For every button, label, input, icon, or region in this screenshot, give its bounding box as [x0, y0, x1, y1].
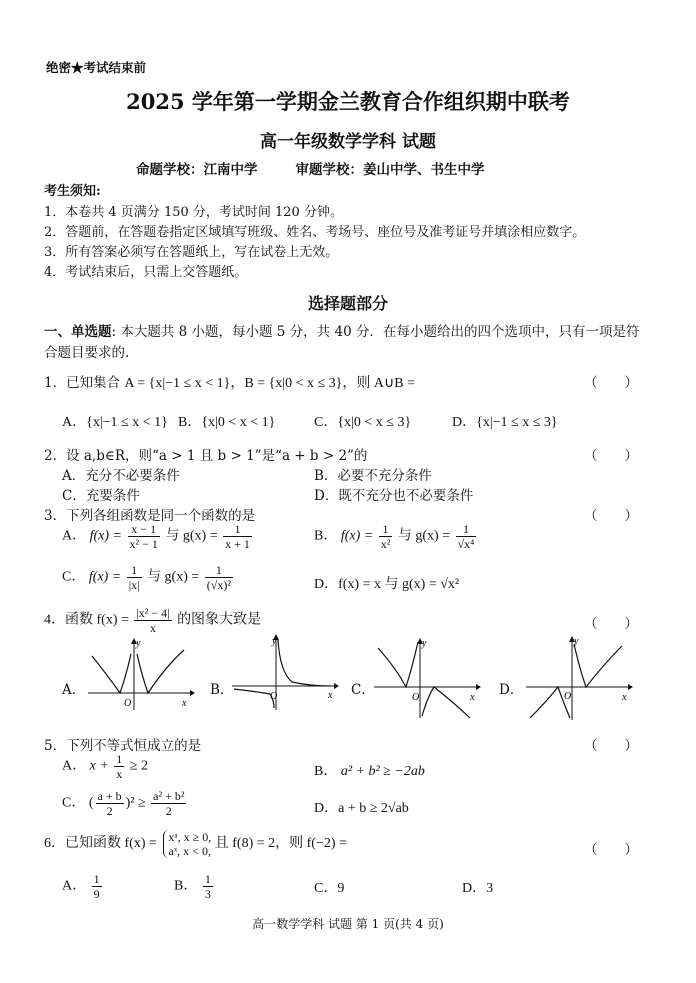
- page-footer: 高一数学学科 试题 第 1 页(共 4 页): [252, 917, 444, 931]
- expr: ≥ 2: [129, 758, 148, 774]
- numerator: 1: [93, 872, 100, 886]
- q6-stem: [44, 830, 347, 858]
- denominator: 2: [106, 804, 113, 818]
- exam-title: 2025 学年第一学期金兰教育合作组织期中联考: [126, 89, 570, 114]
- notice-heading: 考生须知:: [44, 184, 101, 199]
- q4-stem-tail: 的图象大致是: [177, 612, 262, 628]
- answer-paren: （ ）: [584, 842, 638, 858]
- numerator: 1: [456, 522, 477, 537]
- q6-option-a: [62, 872, 104, 901]
- denominator: 9: [93, 887, 100, 901]
- q1-option-a: A．{x|−1 ≤ x < 1}: [62, 415, 168, 430]
- option-label: B．: [174, 878, 198, 894]
- func-g: 与 g(x) =: [397, 528, 451, 544]
- piece-case: aˣ, x < 0,: [168, 844, 211, 858]
- q3-option-a: [62, 522, 254, 551]
- option-label: C．: [62, 569, 86, 585]
- q4-stem: [44, 606, 261, 635]
- q1-stem: [44, 371, 415, 392]
- q5-stem: 5．下列不等式恒成立的是: [44, 738, 202, 754]
- fraction: [151, 789, 186, 818]
- q6-option-c: C．9: [314, 881, 345, 896]
- origin-label: O: [124, 698, 132, 709]
- option-label: B．: [314, 764, 338, 779]
- fraction: [134, 606, 171, 635]
- schools-line: [136, 158, 485, 178]
- setter-school: 命题学校：江南中学: [136, 162, 258, 178]
- func-g: 与 g(x) =: [165, 528, 218, 544]
- numerator: 1: [205, 563, 233, 578]
- q5-option-d: D．a + b ≥ 2√ab: [314, 801, 409, 816]
- q4-stem-text: 4．函数 f(x) =: [44, 612, 129, 628]
- numerator: 1: [127, 563, 142, 578]
- secrecy-label: 绝密★考试结束前: [46, 60, 147, 75]
- denominator: x + 1: [225, 537, 250, 551]
- q3-option-c: [62, 563, 235, 592]
- numerator: a² + b²: [153, 789, 185, 803]
- q4-label-d: D．: [499, 682, 524, 698]
- q4-label-a: A．: [62, 682, 86, 698]
- numerator: a + b: [97, 789, 122, 803]
- option-label: C．: [62, 795, 86, 811]
- numerator: x − 1: [128, 522, 160, 537]
- piece-case: xᵃ, x ≥ 0,: [168, 830, 212, 844]
- part-heading: 选择题部分: [307, 294, 388, 313]
- q4-graph-c: [372, 636, 482, 720]
- q6-stem-tail: 且 f(8) = 2，则 f(−2) =: [214, 836, 347, 852]
- denominator: x² − 1: [129, 537, 158, 551]
- answer-paren: （ ）: [584, 448, 638, 464]
- q1-option-b: B．{x|0 < x < 1}: [178, 415, 276, 430]
- denominator: x²: [380, 537, 391, 551]
- q1-option-d: D．{x|−1 ≤ x ≤ 3}: [452, 415, 558, 430]
- func-f: f(x) =: [89, 528, 122, 544]
- fraction: [203, 872, 213, 901]
- answer-paren: （ ）: [584, 616, 638, 632]
- q5-option-a: [62, 752, 148, 781]
- denominator: |x|: [128, 578, 140, 592]
- q6-stem-text: 6．已知函数 f(x) =: [44, 836, 157, 852]
- expr: )² ≥: [125, 795, 146, 811]
- x-label: x: [328, 690, 333, 701]
- q6-option-d: D．3: [462, 881, 494, 896]
- fraction: [223, 522, 252, 551]
- q1-set-b: ，B = {x|0 < x ≤ 3}: [230, 376, 343, 391]
- q1-set-a: A = {x|−1 ≤ x < 1}: [124, 376, 231, 391]
- option-label: A．: [62, 878, 87, 894]
- x-label: x: [182, 698, 187, 709]
- func-f: f(x) =: [340, 528, 374, 544]
- answer-paren: （ ）: [584, 508, 638, 524]
- q2-option-b: B．必要不充分条件: [314, 468, 432, 484]
- q3-stem: 3．下列各组函数是同一个函数的是: [44, 508, 256, 524]
- q2-stem: 2．设 a,b∈R，则“a > 1 且 b > 1”是“a + b > 2”的: [44, 448, 368, 464]
- option-label: B．: [314, 528, 338, 544]
- q5-option-b: [314, 760, 425, 780]
- answer-paren: （ ）: [584, 738, 638, 754]
- q1-option-c: C．{x|0 < x ≤ 3}: [314, 415, 412, 430]
- q3-option-d: D．f(x) = x 与 g(x) = √x²: [314, 577, 460, 592]
- exam-subtitle: 高一年级数学学科 试题: [260, 132, 436, 152]
- denominator: (√x)²: [206, 578, 231, 592]
- reviewer-school: 审题学校：姜山中学、书生中学: [295, 162, 485, 178]
- q4-label-c: C．: [351, 682, 375, 698]
- q1-question: ，则 A∪B =: [342, 376, 415, 391]
- denominator: √x⁴: [457, 537, 475, 551]
- denominator: x: [116, 767, 123, 781]
- q2-option-c: C．充要条件: [62, 488, 140, 504]
- numerator: 1: [116, 752, 123, 766]
- denominator: x: [149, 621, 156, 635]
- numerator: 1: [223, 522, 252, 537]
- q3-option-b: [314, 522, 478, 551]
- q2-option-d: D．既不充分也不必要条件: [314, 488, 474, 504]
- numerator: |x² − 4|: [136, 606, 170, 620]
- origin-label: O: [412, 692, 420, 703]
- x-label: x: [470, 692, 475, 703]
- q4-graph-a: [86, 636, 196, 712]
- fraction: [127, 563, 142, 592]
- denominator: 3: [204, 887, 211, 901]
- section-intro: [44, 322, 644, 364]
- y-label: y: [574, 636, 579, 647]
- fraction: [114, 752, 124, 781]
- numerator: 1: [204, 872, 211, 886]
- piecewise-brace: [163, 830, 211, 858]
- section-label: 一、单选题: [44, 324, 112, 340]
- func-f: f(x) =: [88, 569, 122, 585]
- denominator: 2: [165, 804, 172, 818]
- origin-label: O: [564, 691, 572, 702]
- x-label: x: [622, 692, 627, 703]
- q4-graph-d: [524, 634, 634, 722]
- notice-item: 1．本卷共 4 页满分 150 分，考试时间 120 分钟。: [44, 205, 343, 220]
- y-label: y: [422, 638, 427, 649]
- q2-option-a: A．充分不必要条件: [62, 468, 180, 484]
- notice-item: 3．所有答案必须写在答题纸上，写在试卷上无效。: [44, 245, 339, 260]
- fraction: [96, 789, 124, 818]
- expr: x +: [89, 758, 109, 774]
- numerator: 1: [379, 522, 393, 537]
- fraction: [456, 522, 477, 551]
- origin-label: O: [270, 691, 278, 702]
- y-label: y: [272, 636, 277, 647]
- option-label: A．: [62, 528, 87, 544]
- answer-paren: （ ）: [584, 375, 638, 391]
- fraction: [205, 563, 233, 592]
- q6-option-b: [174, 872, 215, 901]
- option-label: A．: [62, 758, 87, 774]
- section-text: : 本大题共 8 小题，每小题 5 分，共 40 分．在每小题给出的四个选项中，只有一项是符合题目要求的.: [44, 324, 640, 361]
- expr: a² + b² ≥ −2ab: [340, 764, 425, 779]
- q4-label-b: B．: [210, 682, 234, 698]
- notice-item: 2．答题前，在答题卷指定区域填写班级、姓名、考场号、座位号及准考证号并填涂相应数字。: [44, 225, 586, 240]
- q4-graph-b: [230, 632, 340, 712]
- fraction: [92, 872, 102, 901]
- y-label: y: [136, 638, 141, 649]
- fraction: [128, 522, 160, 551]
- fraction: [379, 522, 393, 551]
- q1-stem-text: 1．已知集合: [44, 375, 125, 391]
- q5-option-c: [62, 789, 188, 818]
- expr: (: [88, 795, 94, 811]
- notice-item: 4．考试结束后，只需上交答题纸。: [44, 265, 248, 280]
- func-g: 与 g(x) =: [147, 569, 200, 585]
